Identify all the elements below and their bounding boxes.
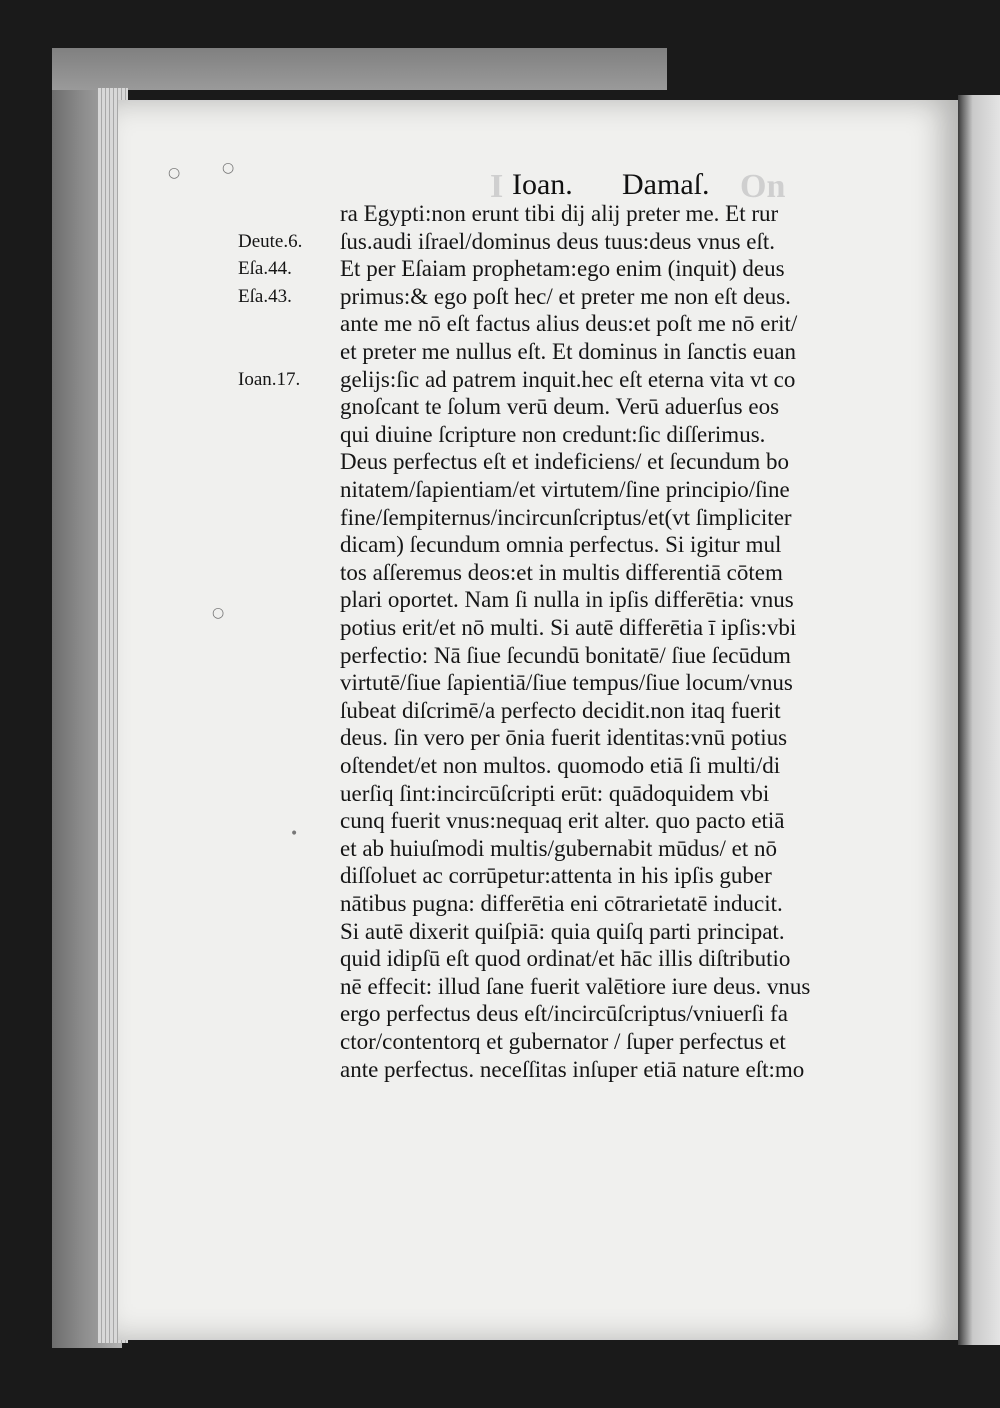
marginal-note: Eſa.43. <box>238 285 292 307</box>
text-line: Si autē dixerit quiſpiā: quia quiſq parti principat. <box>340 918 785 944</box>
text-line: oſtendet/et non multos. quomodo etiā ſi multi/di <box>340 753 781 778</box>
text-line: ante perfectus. neceſſitas inſuper etiā nature eſt:mo <box>340 1056 805 1082</box>
text-line: quid idipſū eſt quod ordinat/et hāc illis diſtributio <box>340 946 791 972</box>
text-line: Deus perfectus eſt et indeficiens/ et ſecundum bo <box>340 449 789 475</box>
text-line: nitatem/ſapientiam/et virtutem/ſine principio/ſine <box>340 477 790 502</box>
text-line: plari oportet. Nam ſi nulla in ipſis differētia: vnus <box>340 587 794 613</box>
text-line: ante me nō eſt factus alius deus:et poſt me nō erit/ <box>340 311 798 337</box>
show-through-text: I <box>490 168 504 205</box>
text-line: et preter me nullus eſt. Et dominus in ſanctis euan <box>340 339 797 364</box>
text-line: potius erit/et nō multi. Si autē differētia ī ipſis:vbi <box>340 615 797 640</box>
text-line: uerſiq ſint:incircūſcripti erūt: quādoquidem vbi <box>340 780 770 806</box>
text-line: virtutē/ſiue ſapientiā/ſiue tempus/ſiue locum/vnus <box>340 670 793 696</box>
text-line: nātibus pugna: differētia eni cōtrarietatē inducit. <box>340 891 783 916</box>
text-line: Et per Eſaiam prophetam:ego enim (inquit) deus <box>340 256 785 282</box>
text-line: dicam) ſecundum omnia perfectus. Si igitur mul <box>340 532 782 558</box>
text-line: gelijs:ſic ad patrem inquit.hec eſt eterna vita vt co <box>340 366 796 392</box>
paper-speck: • <box>290 826 299 842</box>
text-line: ſubeat diſcrimē/a perfecto decidit.non itaq fuerit <box>340 697 781 723</box>
text-line: gnoſcant te ſolum verū deum. Verū aduerſus eos <box>340 394 780 420</box>
text-line: ra Egypti:non erunt tibi dij alij preter me. Et rur <box>340 201 779 226</box>
header-left: Ioan. <box>512 168 573 201</box>
text-line: deus. ſin vero per ōnia fuerit identitas:vnū potius <box>340 725 788 751</box>
marginal-note: Deute.6. <box>238 230 303 252</box>
text-line: nē effecit: illud ſane fuerit valētiore iure deus. vnus <box>340 973 811 999</box>
text-line: perfectio: Nā ſiue ſecundū bonitatē/ ſiue ſecūdum <box>340 642 791 668</box>
marginal-note: Eſa.44. <box>238 258 292 280</box>
paper-speck: ○ <box>222 160 235 176</box>
text-line: ctor/contentorq et gubernator / ſuper perfectus et <box>340 1029 786 1054</box>
text-line: tos aſſeremus deos:et in multis differentiā cōtem <box>340 559 783 585</box>
facing-page-edge <box>958 95 1000 1345</box>
paper-speck: ○ <box>212 605 225 621</box>
text-line: cunq fuerit vnus:nequaq erit alter. quo pacto etiā <box>340 808 785 834</box>
text-line: primus:& ego poſt hec/ et preter me non eſt deus. <box>340 283 791 309</box>
text-line: et ab huiuſmodi multis/gubernabit mūdus/ et nō <box>340 835 777 861</box>
marginal-note: Ioan.17. <box>238 368 301 390</box>
text-line: ergo perfectus deus eſt/incircūſcriptus/vniuerſi fa <box>340 1001 788 1027</box>
show-through-text: On <box>740 168 786 205</box>
text-line: ſus.audi iſrael/dominus deus tuus:deus vnus eſt. <box>340 228 776 254</box>
header-right: Damaſ. <box>622 168 710 201</box>
paper-speck: ○ <box>168 165 181 181</box>
text-line: qui diuine ſcripture non credunt:ſic diſſerimus. <box>340 421 766 447</box>
text-line: fine/ſempiternus/incircunſcriptus/et(vt ſimpliciter <box>340 504 792 530</box>
text-line: diſſoluet ac corrūpetur:attenta in his ipſis guber <box>340 863 772 889</box>
book-cover-top-edge <box>52 48 667 90</box>
